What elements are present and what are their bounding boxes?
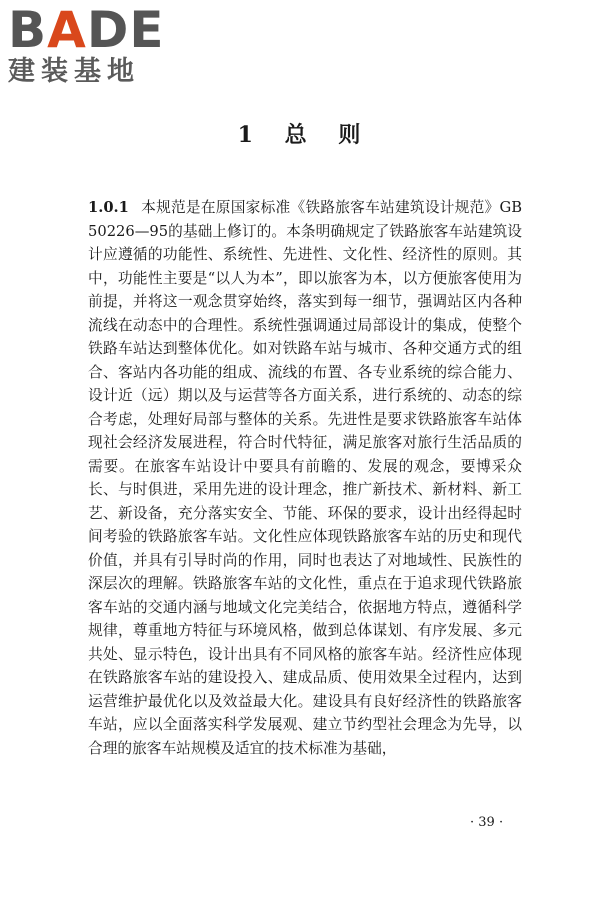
chapter-title xyxy=(0,118,600,149)
page-number: · 39 · xyxy=(470,815,504,830)
chapter-title-char-1: 总 xyxy=(284,122,309,148)
logo-letter-b: B xyxy=(8,1,48,59)
clause-text: 本规范是在原国家标准《铁路旅客车站建筑设计规范》GB 50226—95的基础上修订的。本条明确规定了铁路旅客车站建筑设计应遵循的功能性、系统性、先进性、文化性、经济性的原则。其中，功能性主要是“以人为本”，即以旅客为本，以方便旅客使用为前提，并将这一观念贯穿始终，落实到每一细节，强调站区内各种流线在动态中的合理性。系统性强调通过局部设计的集成，使整个铁路车站达到整体优化。如对铁路车站与城市、各种交通方式的组合、客站内各功能的组成、流线的布置、各专业系统的综合能力、设计近（远）期以及与运营等各方面关系，进行系统的、动态的综合考虑，处理好局部与整体的关系。先进性是要求铁路旅客车站体现社会经济发展进程，符合时代特征，满足旅客对旅行生活品质的需要。在旅客车站设计中要具有前瞻的、发展的观念，要博采众长、与时俱进，采用先进的设计理念，推广新技术、新材料、新工艺、新设备，充分落实安全、节能、环保的要求，设计出经得起时间考验的铁路旅客车站。文化性应体现铁路旅客车站的历史和现代价值，并具有引导时尚的作用，同时也表达了对地域性、民族性的深层次的理解。铁路旅客车站的文化性，重点在于追求现代铁路旅客车站的交通内涵与地域文化完美结合，依据地方特点，遵循科学规律，尊重地方特征与环境风格，做到总体谋划、有序发展、多元共处、显示特色，设计出具有不同风格的旅客车站。经济性应体现在铁路旅客车站的建设投入、建成品质、使用效果全过程内，达到运营维护最优化以及效益最大化。建设具有良好经济性的铁路旅客车站，应以全面落实科学发展观、建立节约型社会理念为先导，以合理的旅客车站规模及适宜的技术标准为基础， xyxy=(88,199,522,757)
logo-wordmark xyxy=(8,1,178,59)
logo-letter-a: A xyxy=(47,1,87,59)
logo-letters-de: DE xyxy=(86,1,165,59)
brand-logo xyxy=(8,1,178,88)
clause-number: 1.0.1 xyxy=(88,199,129,216)
logo-subtitle: 建装基地 xyxy=(8,56,140,87)
chapter-title-char-2: 则 xyxy=(338,122,363,148)
clause-paragraph xyxy=(88,196,522,760)
chapter-number: 1 xyxy=(237,122,255,148)
